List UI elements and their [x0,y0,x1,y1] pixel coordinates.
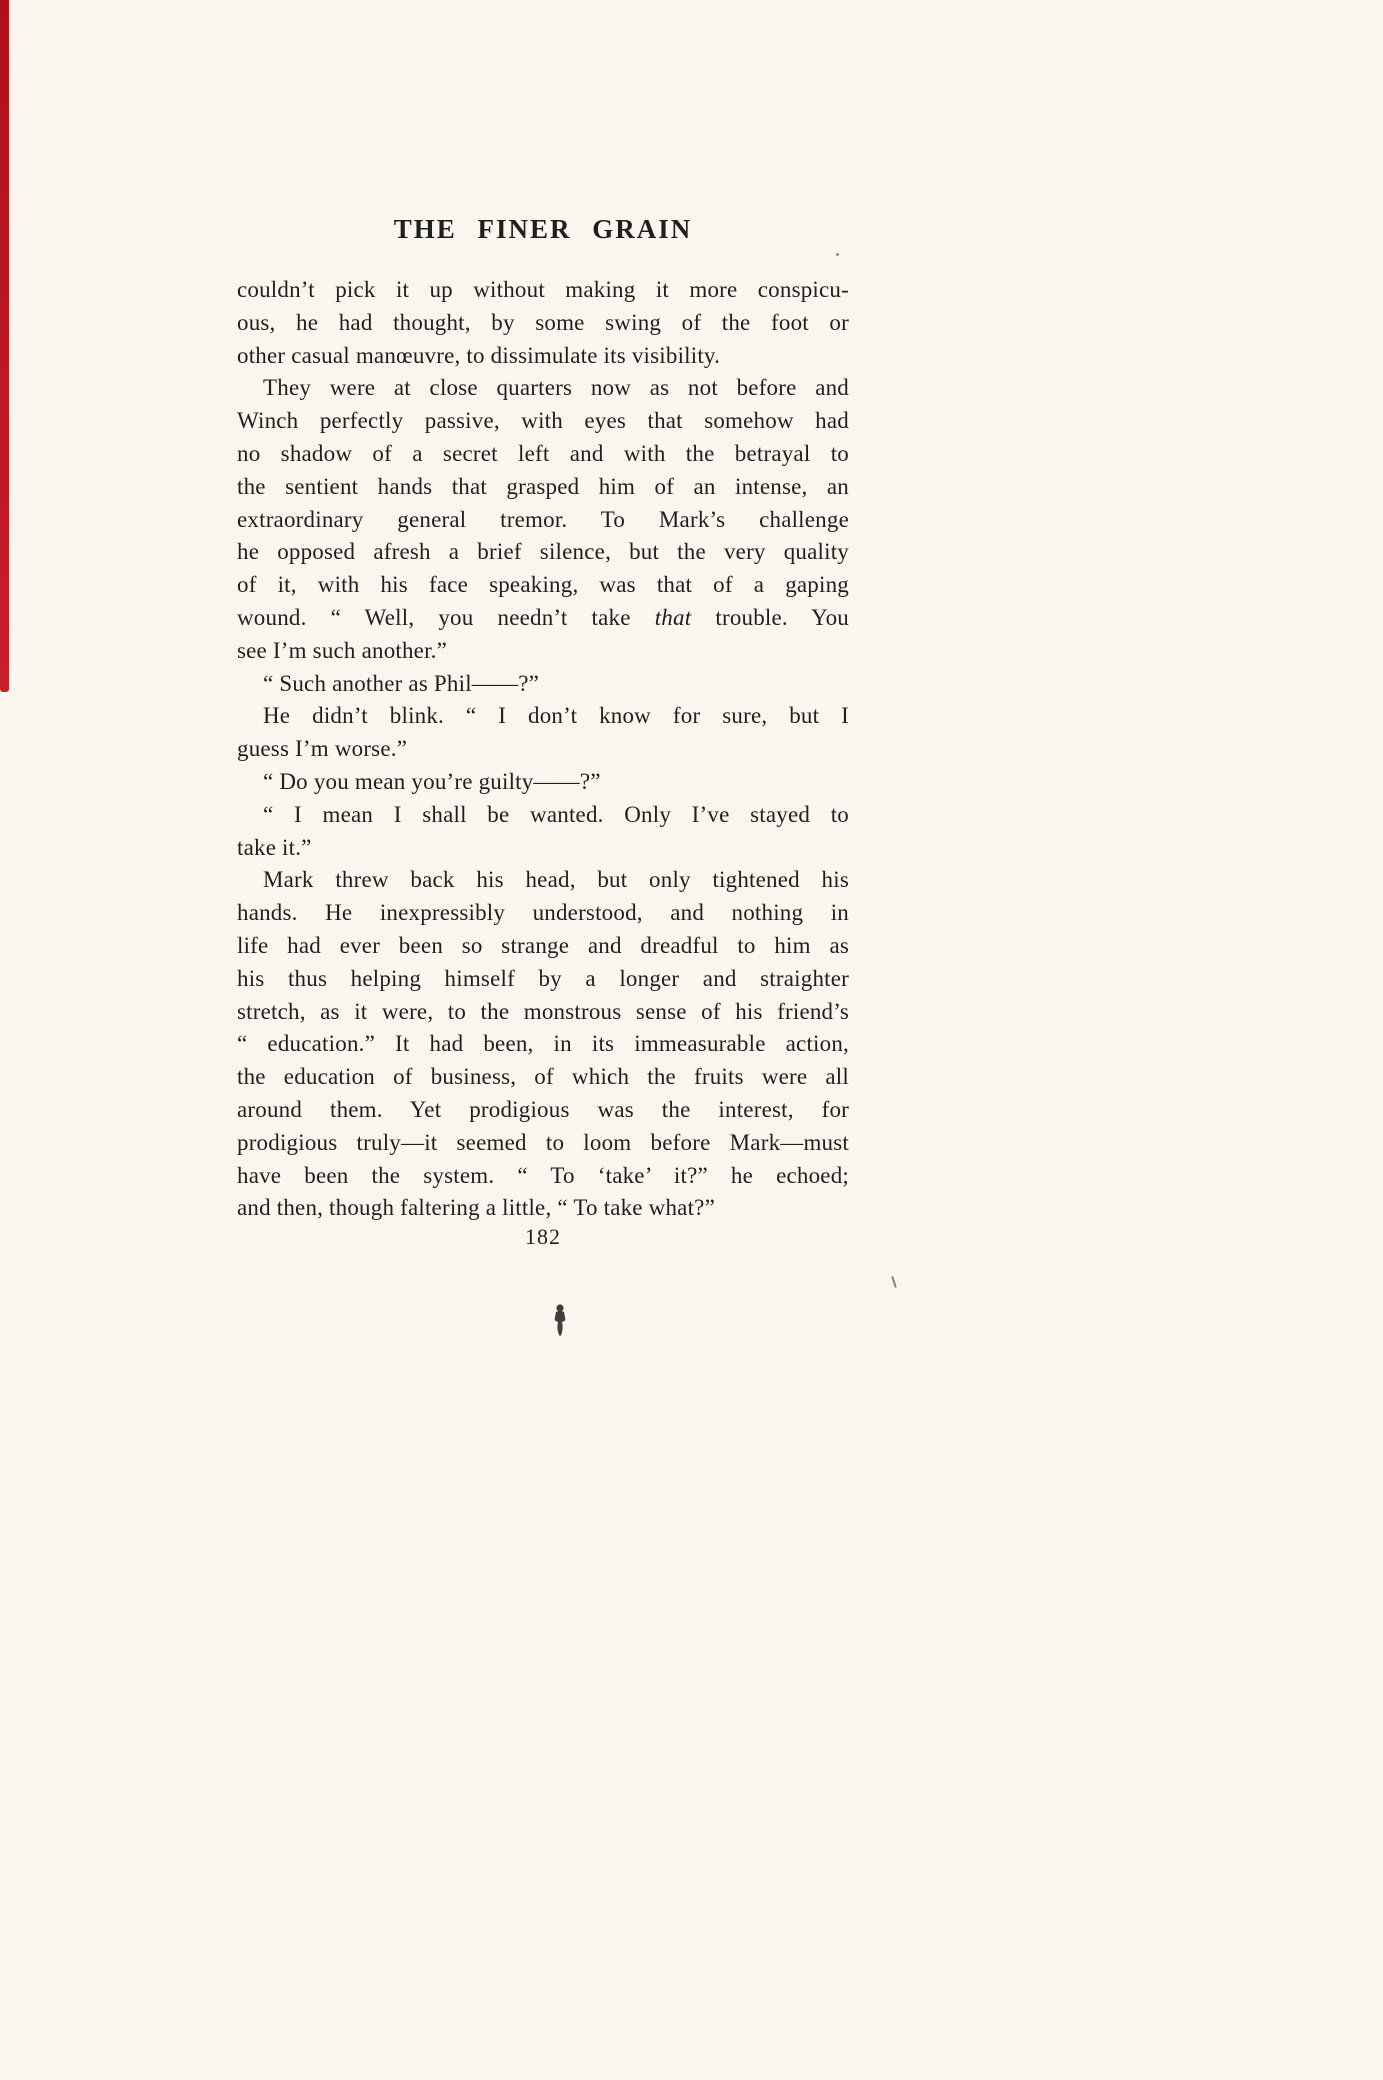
text-line: Winch perfectly passive, with eyes that somehow had [237,408,849,434]
text-line: around them. Yet prodigious was the interest, for [237,1096,849,1122]
text-line: no shadow of a secret left and with the betrayal to [237,440,849,466]
text-line: wound. “ Well, you needn’t take that trouble. You [237,604,849,630]
page-body [237,274,849,1225]
scan-artifact-dot [836,253,839,256]
text-line: his thus helping himself by a longer and straighter [237,965,849,991]
text-line: “ Do you mean you’re guilty——?” [263,768,601,794]
text-line: see I’m such another.” [237,637,448,663]
text-line: life had ever been so strange and dreadful to him as [237,932,849,958]
text-line: “ education.” It had been, in its immeasurable action, [237,1031,849,1057]
text-line: prodigious truly—it seemed to loom before Mark—must [237,1129,849,1155]
text-line: They were at close quarters now as not before and [263,375,849,401]
page-title: THE FINER GRAIN [393,214,693,244]
text-line: have been the system. “ To ‘take’ it?” he echoed; [237,1162,849,1188]
text-line: of it, with his face speaking, was that of a gaping [237,572,849,598]
text-line: He didn’t blink. “ I don’t know for sure, but I [263,703,849,729]
text-line: Mark threw back his head, but only tightened his [263,867,849,893]
text-line: hands. He inexpressibly understood, and nothing in [237,900,849,926]
text-line: the sentient hands that grasped him of an intense, an [237,473,849,499]
text-line: extraordinary general tremor. To Mark’s challenge [237,506,849,532]
text-line: the education of business, of which the fruits were all [237,1064,849,1090]
text-line: “ I mean I shall be wanted. Only I’ve stayed to [263,801,849,827]
scan-artifact-tick [891,1276,897,1288]
text-line: ous, he had thought, by some swing of the foot or [237,309,849,335]
text-line: he opposed afresh a brief silence, but the very quality [237,539,849,565]
text-line: stretch, as it were, to the monstrous sense of his friend’s [237,998,849,1024]
text-line: guess I’m worse.” [237,736,408,762]
text-line: and then, though faltering a little, “ To take what?” [237,1195,715,1221]
printers-mark-ornament [549,1303,571,1339]
text-line: “ Such another as Phil——?” [263,670,540,696]
text-line: couldn’t pick it up without making it more conspicu- [237,277,849,302]
text-line: take it.” [237,834,312,860]
text-line: other casual manœuvre, to dissimulate its visibility. [237,342,721,368]
page-number: 182 [525,1224,561,1249]
left-edge-red-strip [0,0,9,692]
